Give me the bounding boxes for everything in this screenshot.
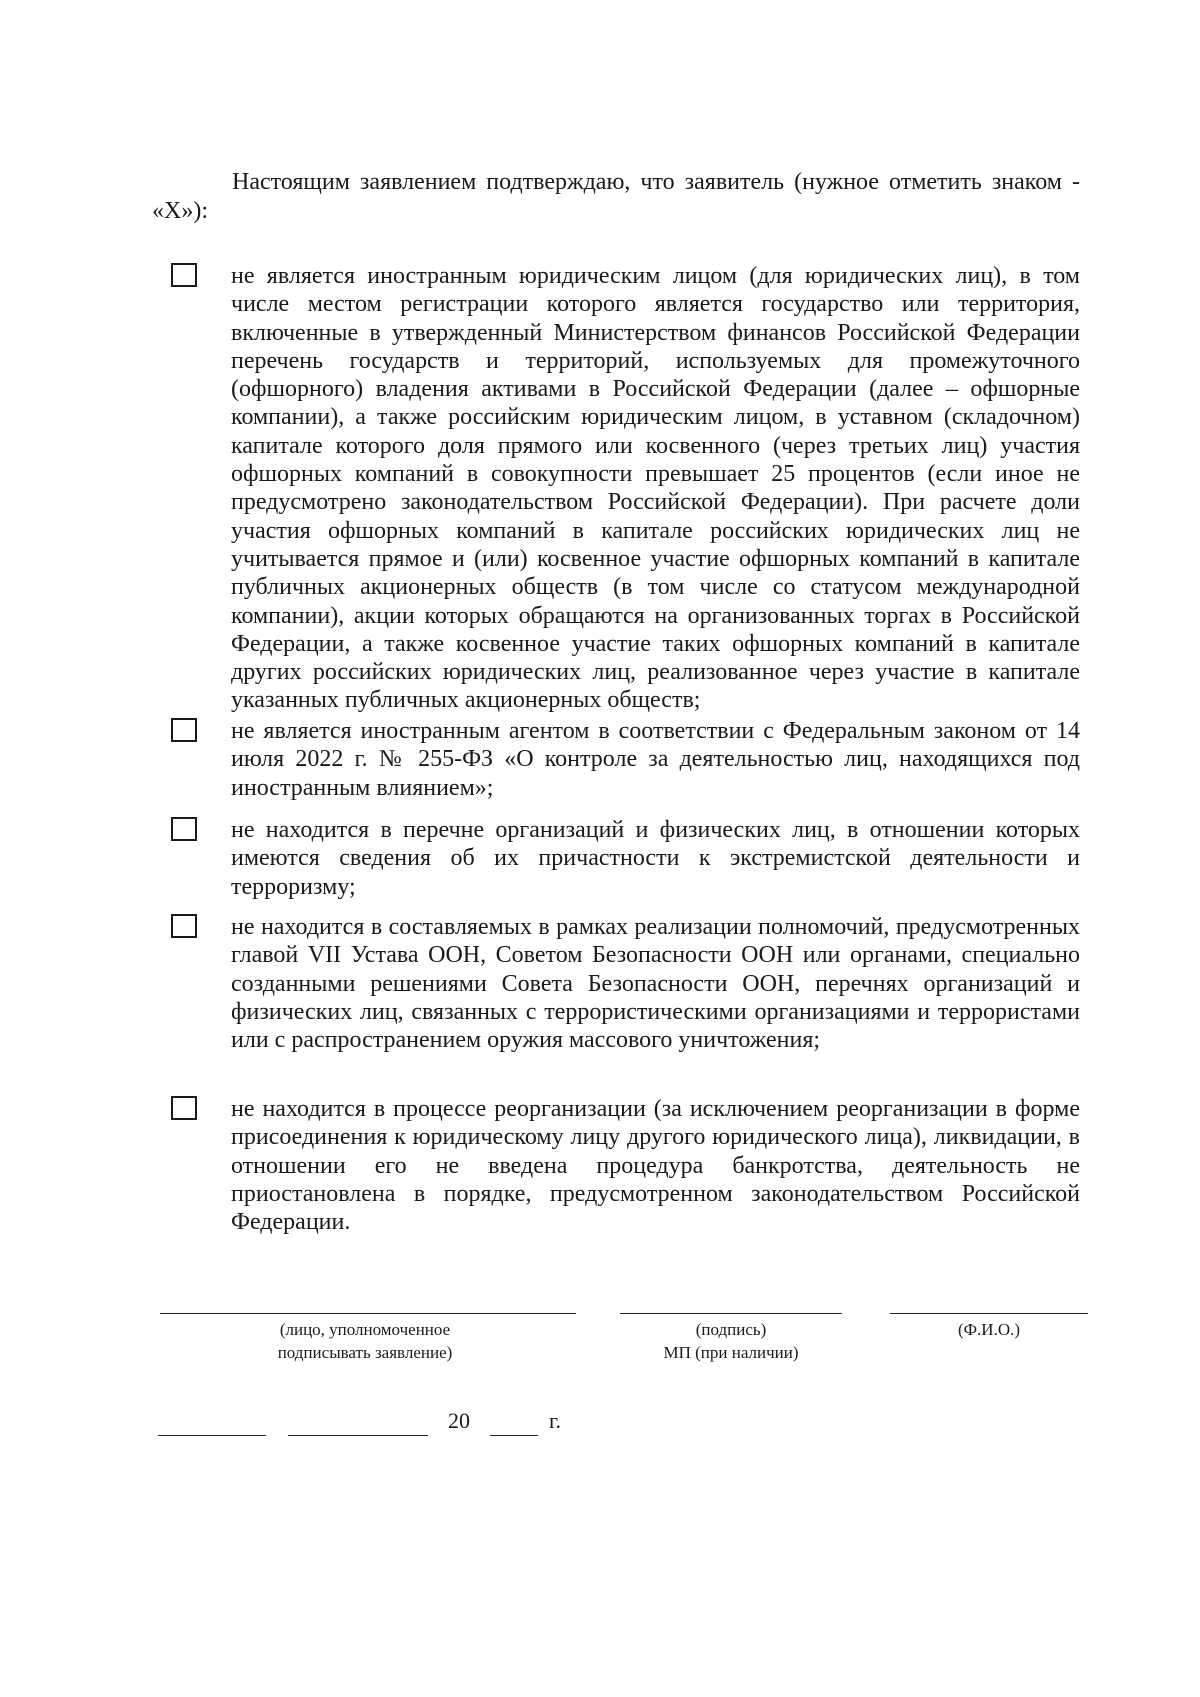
item-text-reorganization: не находится в процессе реорганизации (за исключением реорганизации в форме присоединения к юридическому лицу другого юридического лица), ликвидации, в отношении его не введена процедура банкротства, деятельность не приостановлена в порядке, предусмотренном законодательством Российской Федерации. <box>231 1096 1080 1236</box>
checkbox-un-sanctions[interactable] <box>171 914 197 938</box>
date-year-line[interactable] <box>490 1435 538 1436</box>
date-century: 20 <box>448 1408 470 1433</box>
date-day-line[interactable] <box>158 1435 266 1436</box>
person-label-line2: подписывать заявление) <box>277 1343 453 1362</box>
intro-paragraph: Настоящим заявлением подтверждаю, что заявитель (нужное отметить знаком - «Х»): <box>152 169 1080 224</box>
item-text-offshore: не является иностранным юридическим лицом (для юридических лиц), в том числе местом регистрации которого является государство или территория, включенные в утвержденный Министерством финансов Российской Федерации перечень государств и территорий, используемых для промежуточного (офшорного) владения активами в Российской Федерации (далее – офшорные компании), а также российским юридическим лицом, в уставном (складочном) капитале которого доля прямого или косвенного (через третьих лиц) участия офшорных компаний в совокупности превышает 25 процентов (если иное не предусмотрено законодательством Российской Федерации). При расчете доли участия офшорных компаний в капитале российских юридических лиц не учитывается прямое и (или) косвенное участие офшорных компаний в капитале публичных акционерных обществ (в том числе со статусом международной компании), акции которых обращаются на организованных торгах в Российской Федерации, а также косвенное участие таких офшорных компаний в капитале других российских юридических лиц, реализованное через участие в капитале указанных публичных акционерных обществ; <box>231 263 1080 714</box>
checkbox-foreign-agent[interactable] <box>171 718 197 742</box>
checkbox-offshore[interactable] <box>171 263 197 287</box>
signature-sign-label <box>620 1318 842 1364</box>
signature-line-sign[interactable] <box>620 1313 842 1314</box>
checkbox-extremism[interactable] <box>171 817 197 841</box>
person-label-line1: (лицо, уполномоченное <box>279 1320 451 1339</box>
date-year-suffix: г. <box>549 1408 562 1433</box>
sign-label: (подпись) <box>695 1320 767 1339</box>
signature-fio-label <box>890 1318 1088 1341</box>
item-text-extremism: не находится в перечне организаций и физических лиц, в отношении которых имеются сведения об их причастности к экстремистской деятельности и терроризму; <box>231 817 1080 900</box>
item-text-foreign-agent: не является иностранным агентом в соответствии с Федеральным законом от 14 июля 2022 г. № 255-ФЗ «О контроле за деятельностью лиц, находящихся под иностранным влиянием»; <box>231 718 1080 801</box>
checkbox-reorganization[interactable] <box>171 1096 197 1120</box>
item-text-un-sanctions: не находится в составляемых в рамках реализации полномочий, предусмотренных главой VII Устава ООН, Советом Безопасности ООН или органами, специально созданными решениями Совета Безопасности ООН, перечнях организаций и физических лиц, связанных с террористическими организациями и террористами или с распространением оружия массового уничтожения; <box>231 914 1080 1054</box>
date-month-line[interactable] <box>288 1435 428 1436</box>
fio-label: (Ф.И.О.) <box>957 1320 1021 1339</box>
signature-person-label <box>230 1318 500 1364</box>
stamp-label: МП (при наличии) <box>663 1343 799 1362</box>
signature-line-person[interactable] <box>160 1313 576 1314</box>
signature-line-fio[interactable] <box>890 1313 1088 1314</box>
